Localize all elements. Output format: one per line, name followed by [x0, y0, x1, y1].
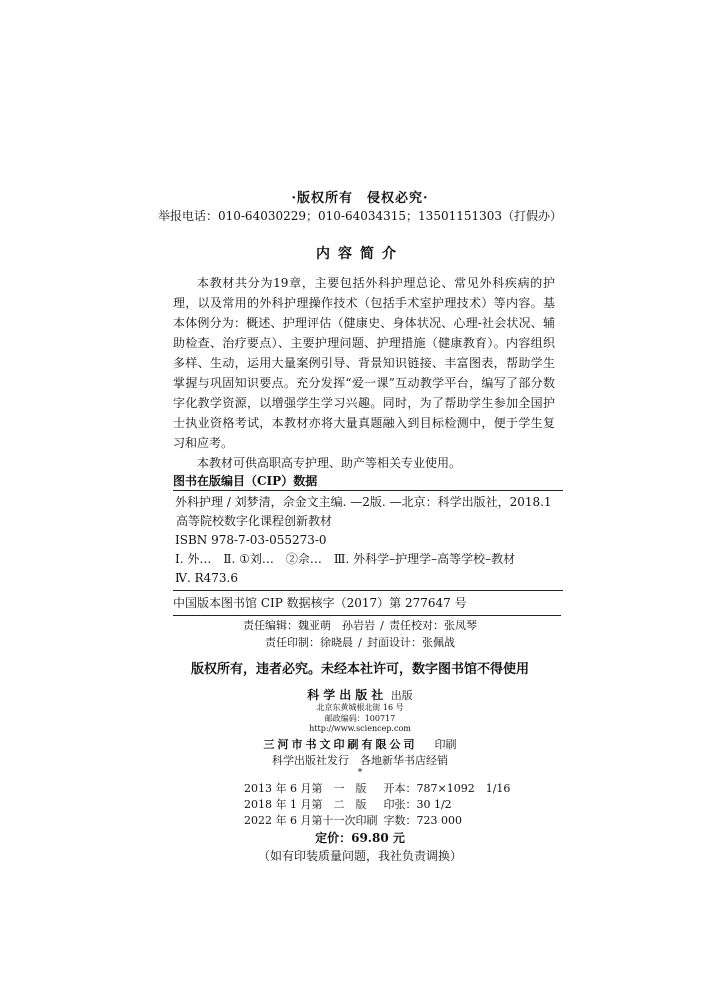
publisher-postcode: 邮政编码：100717: [324, 714, 396, 723]
cip-line: Ⅳ. R473.6: [175, 571, 239, 585]
summary-paragraph: 本教材共分为19章，主要包括外科护理总论、常见外科疾病的护理，以及常用的外科护理操作技术（包括手术室护理技术）等内容。基本体例分为：概述、护理评估（健康史、身体状况、心理-社会状况、辅助检查、治疗要点）、主要护理问题、护理措施（健康教育）。内容组织多样、生动，运用大量案例引导、背景知识链接、丰富图表，帮助学生掌握与巩固知识要点。充分发挥“爱一课”互动教学平台，编写了部分数字化教学资源，以增强学生学习兴趣。同时，为了帮助学生参加全国护士执业资格考试，本教材亦将大量真题融入到目标检测中，便于学生复习和应考。: [173, 276, 555, 450]
copyright-title: ·版权所有 侵权必究·: [291, 191, 429, 206]
cip-line: ISBN 978-7-03-055273-0: [175, 533, 327, 547]
publisher-name: 科学出版社: [307, 688, 388, 702]
edition-spec: 开本：787×1092 1/16: [383, 782, 511, 795]
price: 定价：69.80 元: [315, 831, 405, 845]
distribution: 科学出版社发行 各地新华书店经销: [272, 754, 448, 767]
edition-table: [244, 781, 516, 829]
report-phone: 举报电话：010-64030229；010-64034315；13501151303（打假办）: [157, 209, 563, 223]
edition-date: 2018 年 1 月第 二 版: [244, 798, 367, 811]
edition-row: [244, 813, 516, 829]
credit-proofreader: 责任校对：张凤琴: [389, 619, 477, 632]
cip-line: 高等院校数字化课程创新教材: [176, 514, 333, 528]
credits-line-2: 责任印制：徐晓晨 / 封面设计：张佩战: [265, 636, 455, 649]
credits-line-1: 责任编辑：魏亚萌 孙岩岩 / 责任校对：张凤琴: [243, 619, 477, 632]
separator-star: *: [357, 768, 363, 778]
cip-title: 图书在版编目（CIP）数据: [173, 474, 318, 488]
edition-date: 2013 年 6 月第 一 版: [244, 782, 367, 795]
publisher-line: [0, 686, 720, 703]
edition-row: [244, 781, 516, 797]
printer-name: 三河市书文印刷有限公司: [263, 738, 418, 751]
cip-line: Ⅰ. 外… Ⅱ. ①刘… ②佘… Ⅲ. 外科学–护理学–高等学校–教材: [175, 552, 516, 566]
edition-spec: 字数：723 000: [383, 814, 462, 827]
summary-body: [173, 273, 555, 473]
cip-box: [173, 490, 563, 591]
summary-title: 内容简介: [316, 246, 404, 262]
publisher-address: 北京东黄城根北街 16 号: [316, 703, 404, 712]
edition-spec: 印张：30 1/2: [383, 798, 452, 811]
printer-action: 印刷: [434, 738, 457, 751]
usage-notice: 版权所有，违者必究。未经本社许可，数字图书馆不得使用: [190, 662, 529, 677]
edition-row: [244, 797, 516, 813]
credit-cover-design: 封面设计：张佩战: [367, 636, 455, 649]
summary-paragraph: 本教材可供高职高专护理、助产等相关专业使用。: [197, 456, 462, 470]
quality-note: （如有印装质量问题，我社负责调换）: [257, 849, 462, 863]
printer-line: [0, 736, 720, 752]
credit-printing: 责任印制：徐晓晨: [265, 636, 353, 649]
cip-line: 外科护理 / 刘梦清，佘金文主编. —2版. —北京：科学出版社，2018.1: [175, 495, 552, 509]
edition-date: 2022 年 6 月第十一次印刷: [244, 814, 378, 827]
publisher-url: http://www.sciencep.com: [309, 724, 411, 733]
credit-editors: 责任编辑：魏亚萌 孙岩岩: [243, 619, 375, 632]
publisher-action: 出版: [390, 689, 413, 702]
cip-record-number: 中国版本图书馆 CIP 数据核字（2017）第 277647 号: [173, 594, 561, 616]
